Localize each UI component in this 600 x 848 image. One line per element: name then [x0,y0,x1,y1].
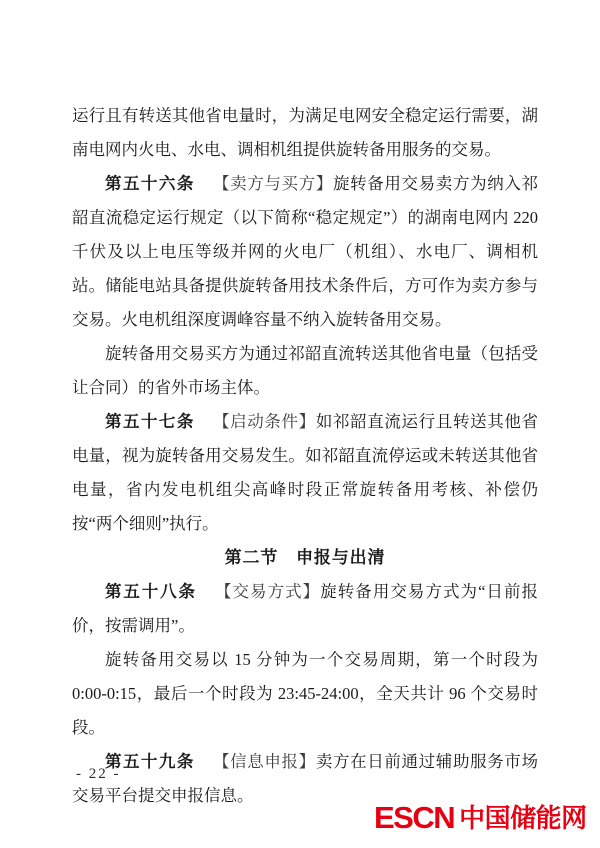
page-number: - 22 - [76,766,121,782]
paragraph-text: 如祁韶直流运行且转送其他省电量，视为旋转备用交易发生。如祁韶直流停运或未转送其他省电量，省内发电机组尖高峰时段正常旋转备用考核、补偿仍按“两个细则”执行。 [72,412,538,533]
article-term: 【卖方与买方】 [212,174,333,193]
paragraph-buyer: 旋转备用交易买方为通过祁韶直流转送其他省电量（包括受让合同）的省外市场主体。 [72,344,538,397]
logo-text-en: ESCN [374,800,455,835]
paragraph-article-58 [72,575,538,643]
article-number: 第五十六条 [105,174,195,193]
paragraph-article-57 [72,405,538,541]
document-body [72,99,538,813]
article-number: 第五十七条 [105,412,195,431]
article-number: 第五十九条 [105,752,195,771]
article-term: 【交易方式】 [214,582,321,601]
paragraph-text: 旋转备用交易卖方为纳入祁韶直流稳定运行规定（以下简称“稳定规定”）的湖南电网内 220 千伏及以上电压等级并网的火电厂（机组）、水电厂、调相机站。储能电站具备提供旋转备用技术条件后，方可作为卖方参与交易。火电机组深度调峰容量不纳入旋转备用交易。 [72,174,538,329]
section-heading: 第二节 申报与出清 [224,548,386,567]
article-number: 第五十八条 [105,582,197,601]
article-term: 【启动条件】 [212,412,316,431]
logo-text-cn: 中国储能网 [459,803,587,833]
article-term: 【信息申报】 [212,752,316,771]
paragraph-trading-period: 旋转备用交易以 15 分钟为一个交易周期，第一个时段为 0:00-0:15，最后一个时段为 23:45-24:00，全天共计 96 个交易时段。 [72,650,538,737]
paragraph-text: 卖方在日前通过辅助服务市场交易平台提交申报信息。 [72,752,538,805]
paragraph-text: 旋转备用交易方式为“日前报价，按需调用”。 [72,582,539,635]
paragraph-article-56 [72,167,538,337]
paragraph-continuation: 运行且有转送其他省电量时，为满足电网安全稳定运行需要，湖南电网内火电、水电、调相机组提供旋转备用服务的交易。 [72,106,538,159]
escn-logo [374,801,587,835]
